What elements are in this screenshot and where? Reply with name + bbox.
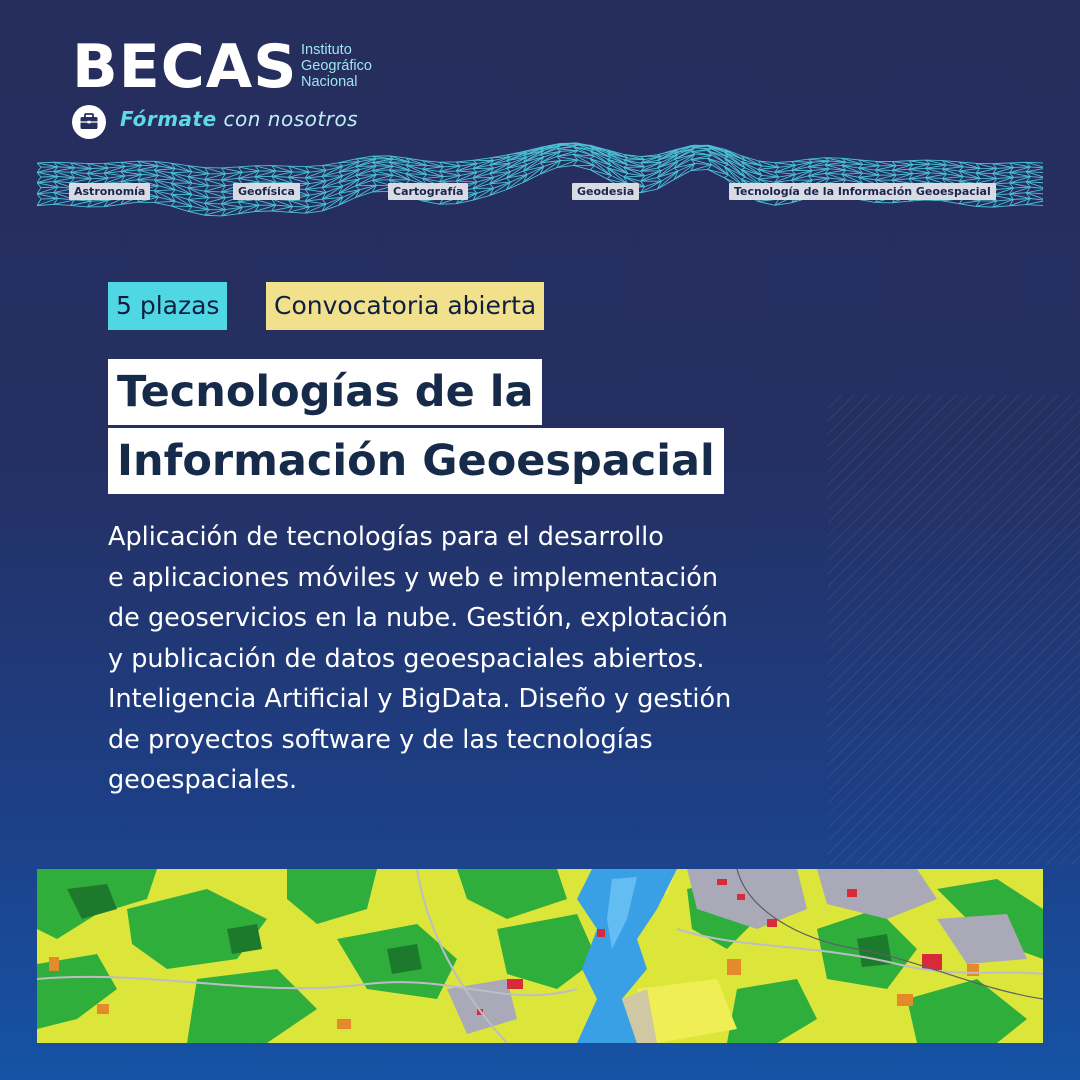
institute-line-1: Instituto [301,42,352,58]
description-line: y publicación de datos geoespaciales abiertos. [108,643,705,674]
convocatoria-badge: Convocatoria abierta [266,282,544,330]
land-use-map-image [37,869,1043,1043]
description-line: Aplicación de tecnologías para el desarrollo [108,522,664,552]
becas-logo: BECAS [72,32,298,102]
description-line: e aplicaciones móviles y web e implementación [108,562,719,593]
description-line: Inteligencia Artificial y BigData. Diseño y gestión [108,684,732,714]
institute-line-2: Geográfico [301,58,372,74]
page-title-line-2: Información Geoespacial [108,428,724,494]
category-cartografia: Cartografía [388,183,468,200]
tagline-bold: Fórmate [120,107,217,131]
category-geofisica: Geofísica [233,183,300,200]
description-line: geoespaciales. [108,765,298,795]
description [108,517,878,801]
institute-line-3: Nacional [301,74,358,90]
description-line: de proyectos software y de las tecnologías [108,724,653,755]
category-astronomia: Astronomía [69,183,150,200]
plazas-badge: 5 plazas [108,282,227,330]
category-geodesia: Geodesia [572,183,639,200]
category-tecnologia-informacion-geoespacial: Tecnología de la Información Geoespacial [729,183,996,200]
description-line: de geoservicios en la nube. Gestión, explotación [108,603,728,633]
tagline-rest: con nosotros [216,107,359,131]
page-title-line-1: Tecnologías de la [108,359,542,425]
